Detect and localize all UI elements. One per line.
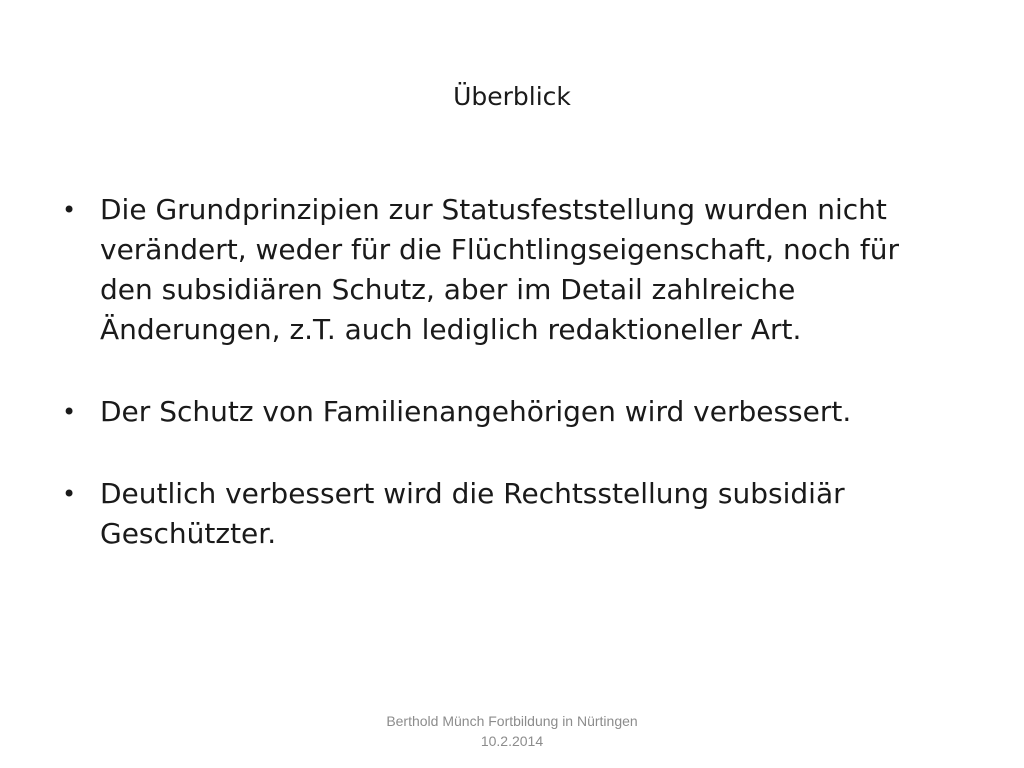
- bullet-item: [62, 474, 942, 554]
- footer-date: 10.2.2014: [480, 733, 544, 749]
- footer-author-line: Berthold Münch Fortbildung in Nürtingen: [386, 713, 638, 729]
- footer: [0, 711, 1024, 751]
- slide-title: Überblick: [453, 82, 571, 111]
- bullet-marker: •: [62, 196, 77, 224]
- bullet-list: [62, 190, 942, 596]
- bullet-marker: •: [62, 398, 77, 426]
- bullet-marker: •: [62, 480, 77, 508]
- bullet-item: [62, 392, 942, 432]
- bullet-text: Deutlich verbessert wird die Rechtsstellung subsidiär Geschützter.: [100, 477, 845, 550]
- bullet-text: Die Grundprinzipien zur Statusfeststellung wurden nicht verändert, weder für die Flüchtlingseigenschaft, noch für den subsidiären Schutz, aber im Detail zahlreiche Änderungen, z.T. auch lediglich redaktioneller Art.: [100, 193, 899, 346]
- bullet-text: Der Schutz von Familienangehörigen wird verbessert.: [100, 395, 852, 428]
- bullet-item: [62, 190, 942, 350]
